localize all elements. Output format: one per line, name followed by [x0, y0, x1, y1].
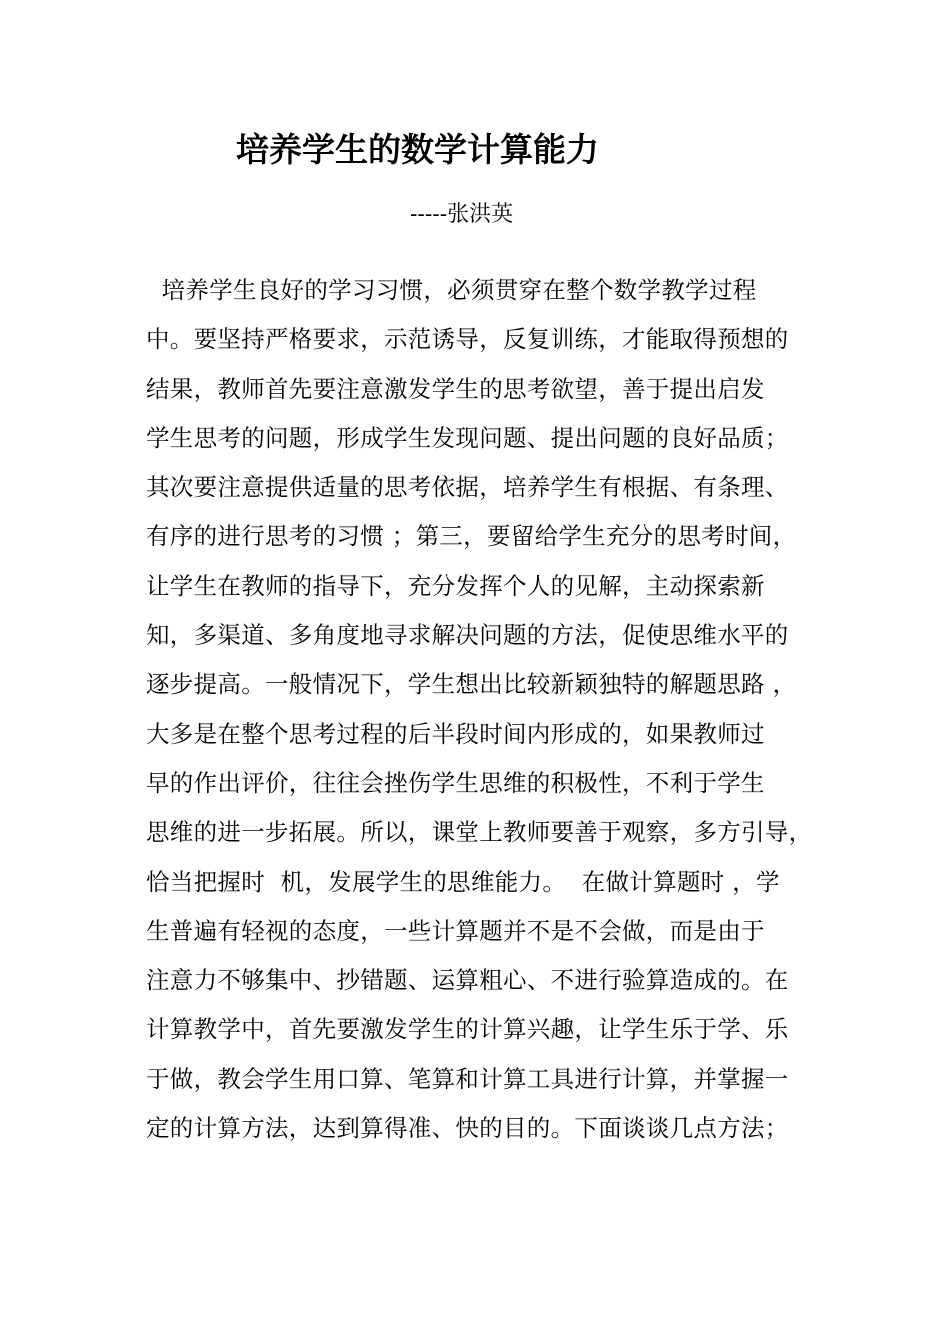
text-line: 中。要坚持严格要求，示范诱导，反复训练，才能取得预想的: [146, 325, 789, 354]
text-line: 恰当把握时 机，发展学生的思维能力。 在做计算题时 ，学: [146, 867, 780, 896]
document-title: 培养学生的数学计算能力: [236, 130, 599, 169]
text-line: 让学生在教师的指导下，充分发挥个人的见解，主动探索新: [146, 571, 765, 600]
text-line: 生普遍有轻视的态度，一些计算题并不是不会做，而是由于: [146, 916, 765, 945]
text-line: 注意力不够集中、抄错题、运算粗心、不进行验算造成的。在: [146, 966, 789, 995]
text-line: 计算教学中，首先要激发学生的计算兴趣，让学生乐于学、乐: [146, 1015, 789, 1044]
text-line: 大多是在整个思考过程的后半段时间内形成的，如果教师过: [146, 719, 765, 748]
text-line: 学生思考的问题，形成学生发现问题、提出问题的良好品质；: [146, 423, 789, 452]
text-line: 有序的进行思考的习惯 ；第三，要留给学生充分的思考时间，: [146, 522, 797, 551]
text-line: 定的计算方法，达到算得准、快的目的。下面谈谈几点方法；: [146, 1114, 789, 1143]
author-byline: -----张洪英: [410, 202, 514, 227]
text-line: 培养学生良好的学习习惯，必须贯穿在整个数学教学过程: [146, 276, 757, 304]
text-line: 早的作出评价，往往会挫伤学生思维的积极性，不利于学生: [146, 768, 765, 797]
text-line: 结果，教师首先要注意激发学生的思考欲望，善于提出启发: [146, 374, 765, 403]
text-line: 逐步提高。一般情况下，学生想出比较新颖独特的解题思路 ，: [146, 670, 797, 699]
text-line: 知，多渠道、多角度地寻求解决问题的方法，促使思维水平的: [146, 621, 789, 650]
text-line: 于做，教会学生用口算、笔算和计算工具进行计算，并掌握一: [146, 1064, 789, 1093]
text-line: 其次要注意提供适量的思考依据，培养学生有根据、有条理、: [146, 473, 789, 502]
text-line: 思维的进一步拓展。所以，课堂上教师要善于观察，多方引导，: [146, 818, 813, 847]
body-paragraph: [146, 266, 826, 1153]
